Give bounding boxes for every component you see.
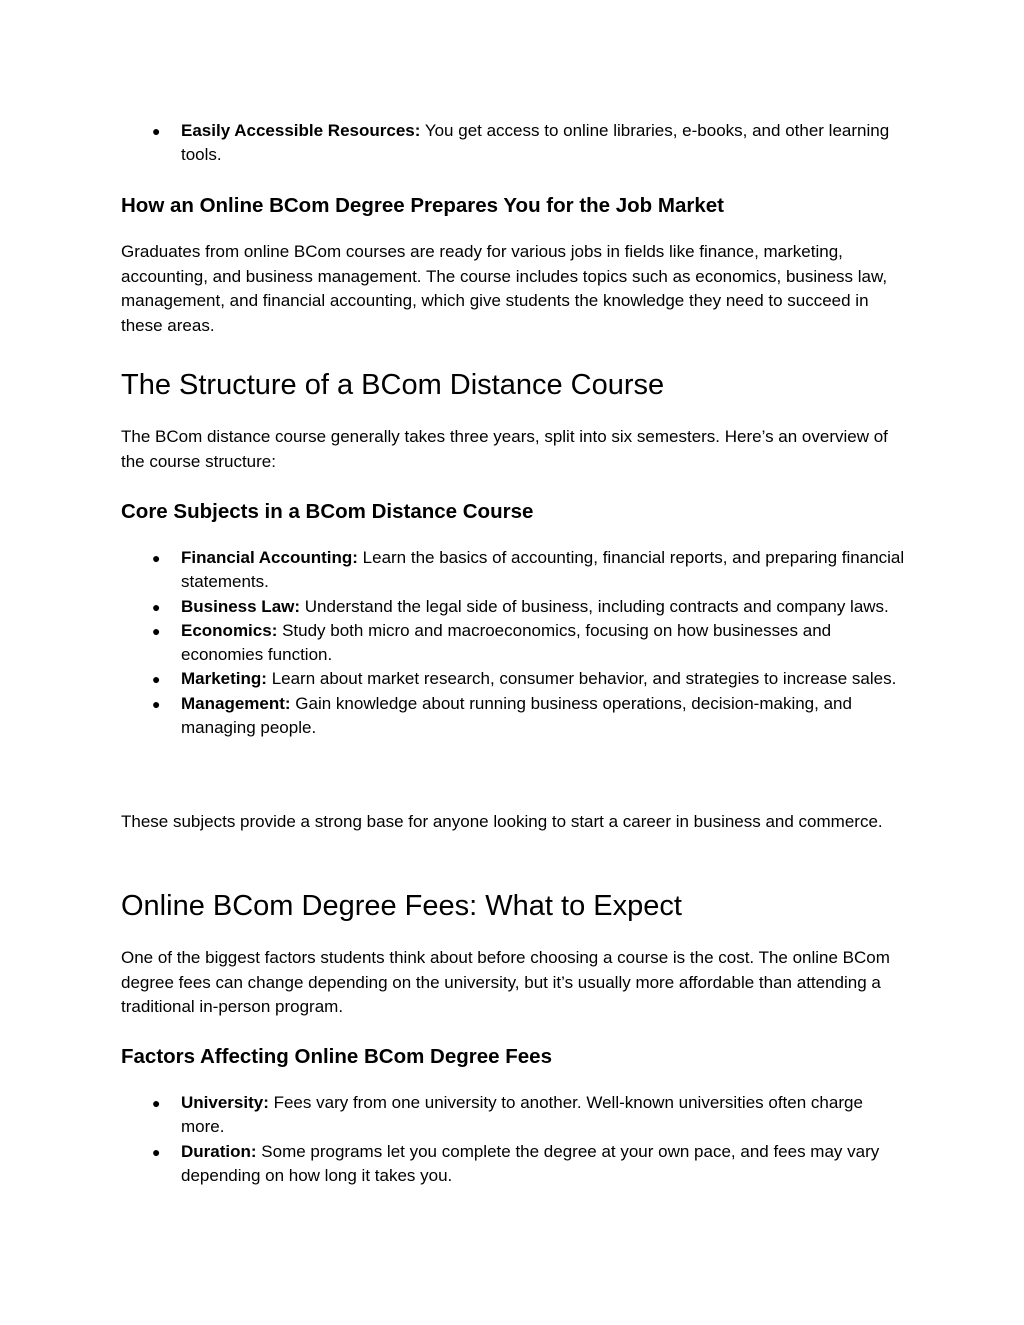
list-item xyxy=(121,667,911,691)
list-item-text: Learn the basics of accounting, financial reports, and preparing financial statements. xyxy=(181,548,905,592)
list-item-text: Study both micro and macroeconomics, focusing on how businesses and economies function. xyxy=(181,620,832,665)
heading-job-market: How an Online BCom Degree Prepares You for the Job Market xyxy=(121,194,724,217)
core-subjects-list xyxy=(121,546,911,740)
intro-bullet-list xyxy=(121,119,911,168)
bullet-icon: ● xyxy=(152,622,161,639)
list-item-text: Fees vary from one university to another. Well-known universities often charge more. xyxy=(181,1093,863,1137)
paragraph-core-closing: These subjects provide a strong base for anyone looking to start a career in business and commerce. xyxy=(121,812,883,831)
list-item-term: Marketing: xyxy=(181,669,267,689)
list-item xyxy=(121,595,911,619)
bullet-icon: ● xyxy=(152,695,161,712)
paragraph-fees: One of the biggest factors students think about before choosing a course is the cost. The online BCom degree fees can change depending on the university, but it’s usually more affordable than attending a traditional in-person program. xyxy=(121,948,890,1016)
list-item-term: Easily Accessible Resources: xyxy=(181,121,421,140)
list-item-text: You get access to online libraries, e-books, and other learning tools. xyxy=(181,121,890,165)
list-item xyxy=(121,546,911,595)
bullet-icon: ● xyxy=(152,1095,161,1111)
list-item-term: Economics: xyxy=(181,620,278,640)
fee-factors-list xyxy=(121,1091,911,1188)
bullet-icon: ● xyxy=(152,598,161,615)
list-item-term: University: xyxy=(181,1093,269,1112)
list-item-text: Gain knowledge about running business operations, decision-making, and managing people. xyxy=(181,693,852,738)
heading-core-subjects: Core Subjects in a BCom Distance Course xyxy=(121,500,534,523)
list-item-term: Business Law: xyxy=(181,596,301,616)
list-item xyxy=(121,119,911,168)
list-item-text: Learn about market research, consumer behavior, and strategies to increase sales. xyxy=(266,669,897,689)
list-item-term: Financial Accounting: xyxy=(181,548,358,567)
list-item xyxy=(121,692,911,741)
paragraph-job-market: Graduates from online BCom courses are ready for various jobs in fields like finance, marketing, accounting, and business management. The course includes topics such as economics, business law, management, and financial accounting, which give students the knowledge they need to succeed in these areas. xyxy=(121,242,888,335)
heading-fees: Online BCom Degree Fees: What to Expect xyxy=(121,890,682,922)
paragraph-course-structure: The BCom distance course generally takes three years, split into six semesters. Here’s an overview of the course structure: xyxy=(121,427,888,471)
heading-course-structure: The Structure of a BCom Distance Course xyxy=(121,369,665,401)
list-item-term: Duration: xyxy=(181,1141,257,1161)
bullet-icon: ● xyxy=(152,123,161,139)
heading-fee-factors: Factors Affecting Online BCom Degree Fees xyxy=(121,1045,552,1068)
list-item xyxy=(121,1091,911,1140)
bullet-icon: ● xyxy=(152,1143,161,1160)
list-item xyxy=(121,619,911,668)
bullet-icon: ● xyxy=(152,550,161,566)
list-item-term: Management: xyxy=(181,693,291,713)
bullet-icon: ● xyxy=(152,671,161,688)
list-item-text: Some programs let you complete the degree at your own pace, and fees may vary depending on how long it takes you. xyxy=(181,1141,880,1185)
list-item xyxy=(121,1140,911,1189)
list-item-text: Understand the legal side of business, including contracts and company laws. xyxy=(300,596,889,616)
